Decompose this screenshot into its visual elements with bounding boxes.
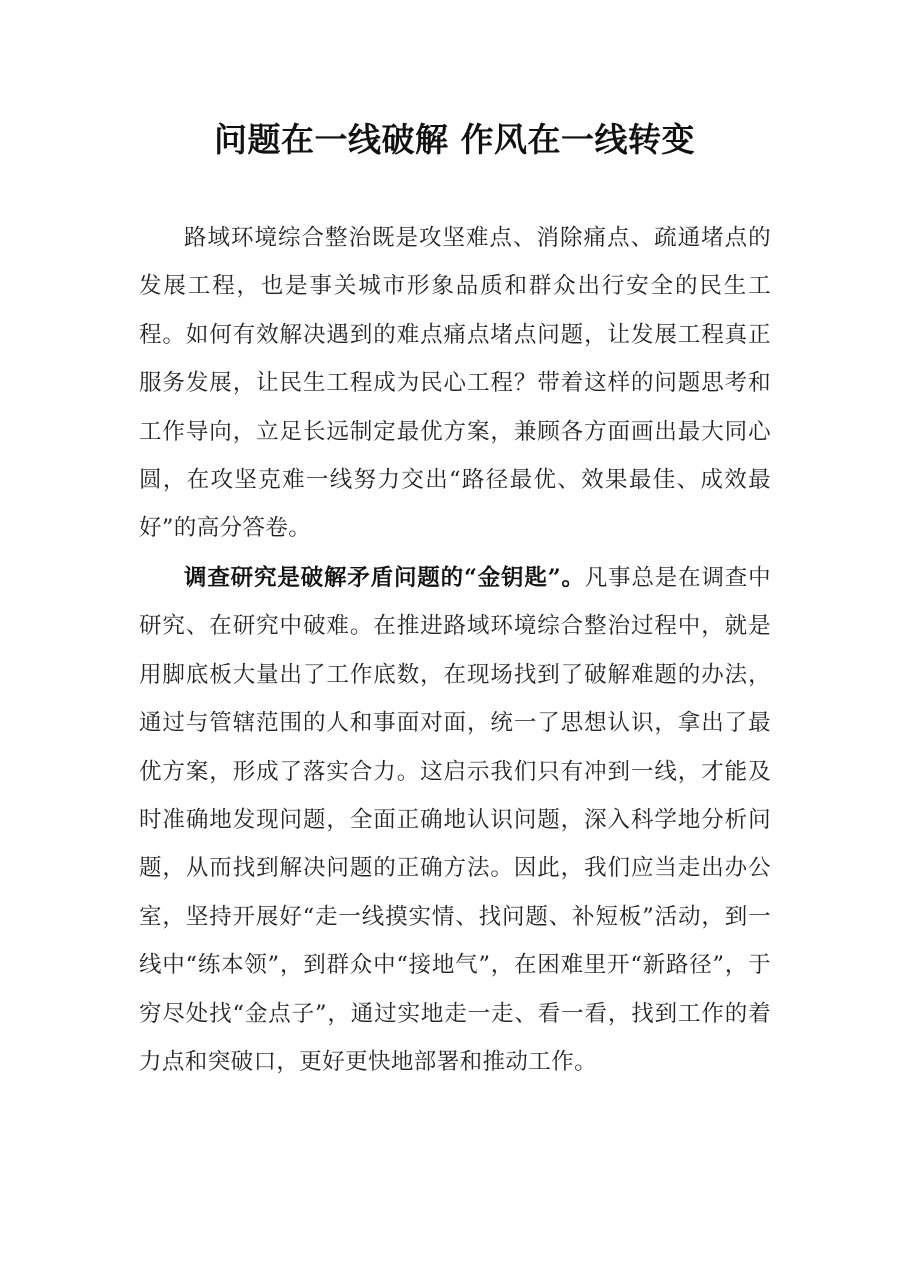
paragraph-2 <box>139 554 771 1086</box>
paragraph-1-text: 路域环境综合整治既是攻坚难点、消除痛点、疏通堵点的发展工程，也是事关城市形象品质和群众出行安全的民生工程。如何有效解决遇到的难点痛点堵点问题，让发展工程真正服务发展，让民生工程成为民心工程？带着这样的问题思考和工作导向，立足长远制定最优方案，兼顾各方面画出最大同心圆，在攻坚克难一线努力交出“路径最优、效果最佳、成效最好”的高分答卷。 <box>139 225 771 542</box>
paragraph-1 <box>139 214 771 553</box>
document-title: 问题在一线破解 作风在一线转变 <box>214 120 695 159</box>
paragraph-2-text: 凡事总是在调查中研究、在研究中破难。在推进路域环境综合整治过程中，就是用脚底板大量出了工作底数，在现场找到了破解难题的办法，通过与管辖范围的人和事面对面，统一了思想认识，拿出了最优方案，形成了落实合力。这启示我们只有冲到一线，才能及时准确地发现问题，全面正确地认识问题，深入科学地分析问题，从而找到解决问题的正确方法。因此，我们应当走出办公室，坚持开展好“走一线摸实情、找问题、补短板”活动，到一线中“练本领”，到群众中“接地气”，在困难里开“新路径”，于穷尽处找“金点子”，通过实地走一走、看一看，找到工作的着力点和突破口，更好更快地部署和推动工作。 <box>139 565 771 1076</box>
paragraph-2-lead: 调查研究是破解矛盾问题的“金钥匙”。 <box>184 565 585 591</box>
